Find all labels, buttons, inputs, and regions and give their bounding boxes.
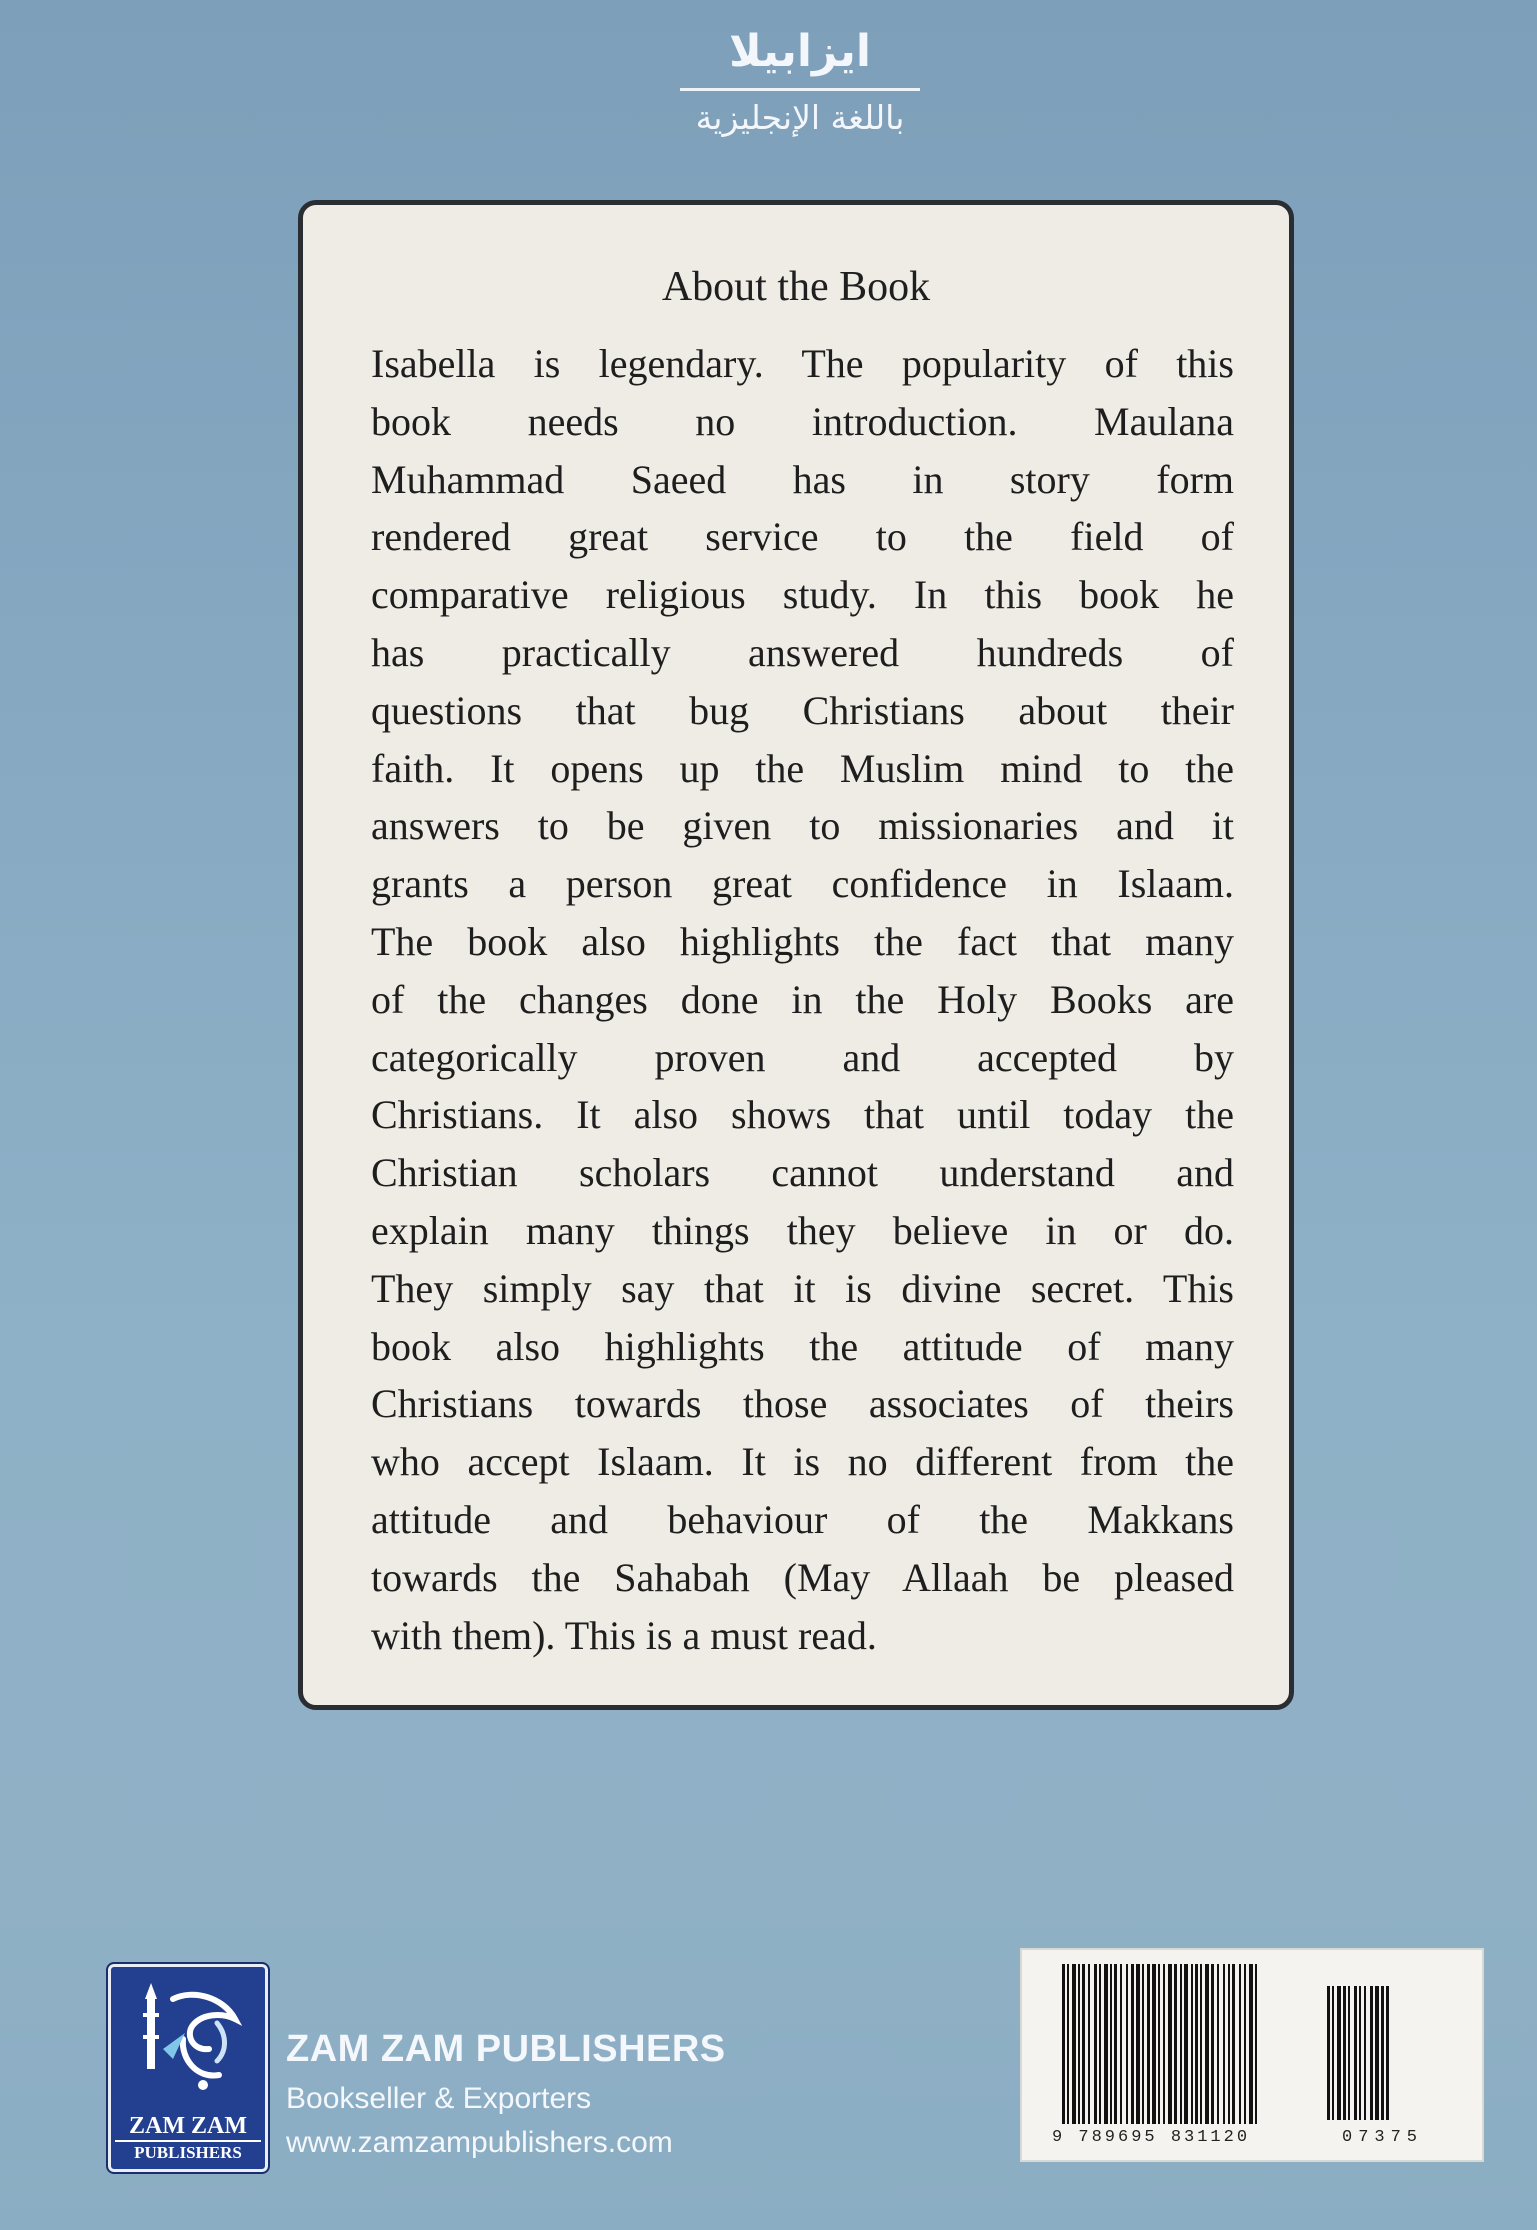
barcode-bar: [1255, 1964, 1257, 2124]
about-text-line: grants a person great confidence in Islaam.: [371, 861, 1234, 907]
barcode-bar: [1163, 1964, 1165, 2124]
about-text-line: rendered great service to the field of: [371, 514, 1234, 560]
barcode-bar: [1337, 1986, 1341, 2120]
barcode-bar: [1228, 1964, 1230, 2124]
barcode-bar: [1239, 1964, 1241, 2124]
about-text-line: They simply say that it is divine secret. This: [371, 1265, 1234, 1311]
barcode-bar: [1082, 1964, 1085, 2124]
barcode-bar: [1114, 1964, 1117, 2124]
barcode-bar: [1088, 1964, 1090, 2124]
barcode-addon-bars: [1327, 1986, 1447, 2126]
barcode-bar: [1386, 1986, 1389, 2120]
about-text-line: faith. It opens up the Muslim mind to the: [371, 745, 1234, 791]
barcode-bars: [1062, 1964, 1302, 2126]
about-text-line: questions that bug Christians about their: [371, 687, 1234, 733]
about-text-line: who accept Islaam. It is no different from the: [371, 1439, 1234, 1485]
barcode-bar: [1332, 1986, 1334, 2120]
barcode-bar: [1232, 1964, 1235, 2124]
about-text-line: Isabella is legendary. The popularity of this: [371, 341, 1234, 386]
publisher-logo: [108, 1964, 268, 2172]
barcode-bar: [1072, 1964, 1076, 2124]
publisher-name: ZAM ZAM PUBLISHERS: [286, 2028, 726, 2070]
barcode-digits: 9 789695 831120: [1052, 2128, 1251, 2147]
barcode-bar: [1136, 1964, 1140, 2124]
about-text-line: Christian scholars cannot understand and: [371, 1150, 1234, 1196]
about-text-line: categorically proven and accepted by: [371, 1034, 1234, 1080]
about-text-line: attitude and behaviour of the Makkans: [371, 1496, 1234, 1542]
barcode-bar: [1370, 1986, 1373, 2120]
barcode-bar: [1158, 1964, 1160, 2124]
barcode-addon-digits: 07375: [1342, 2128, 1424, 2147]
arabic-title: ايزابيلا: [729, 26, 871, 77]
barcode-bar: [1126, 1964, 1128, 2124]
barcode-bar: [1200, 1964, 1202, 2124]
barcode-bar: [1354, 1986, 1357, 2120]
about-text-line: book also highlights the attitude of many: [371, 1323, 1234, 1369]
barcode-bar: [1244, 1964, 1246, 2124]
about-text-line: of the changes done in the Holy Books are: [371, 976, 1234, 1022]
barcode-bar: [1327, 1986, 1330, 2120]
barcode-bar: [1110, 1964, 1112, 2124]
barcode-bar: [1191, 1964, 1193, 2124]
barcode-bar: [1205, 1964, 1209, 2124]
barcode-bar: [1147, 1964, 1150, 2124]
barcode-bar: [1211, 1964, 1214, 2124]
barcode-bar: [1223, 1964, 1225, 2124]
barcode-bar: [1375, 1986, 1379, 2120]
minaret-calligraphy-icon: [123, 1979, 253, 2099]
barcode-bar: [1142, 1964, 1144, 2124]
about-text-line: Muhammad Saeed has in story form: [371, 456, 1234, 502]
about-the-book-panel: [298, 200, 1294, 1710]
barcode-bar: [1343, 1986, 1346, 2120]
publisher-info: [286, 2030, 726, 2158]
barcode-bar: [1174, 1964, 1177, 2124]
about-text-line: Christians. It also shows that until today the: [371, 1092, 1234, 1138]
about-text-line: book needs no introduction. Maulana: [371, 398, 1234, 444]
logo-line2: PUBLISHERS: [115, 2140, 261, 2161]
barcode-bar: [1120, 1964, 1122, 2124]
about-text-line: explain many things they believe in or do.: [371, 1207, 1234, 1253]
arabic-header: [680, 26, 920, 137]
barcode-bar: [1062, 1964, 1065, 2124]
barcode-bar: [1078, 1964, 1080, 2124]
barcode-bar: [1364, 1986, 1366, 2120]
barcode-bar: [1195, 1964, 1198, 2124]
barcode-bar: [1152, 1964, 1156, 2124]
barcode-bar: [1131, 1964, 1134, 2124]
about-text-line: Christians towards those associates of theirs: [371, 1381, 1234, 1427]
about-text-line: towards the Sahabah (May Allaah be pleased: [371, 1554, 1234, 1600]
about-text: [371, 335, 1234, 1664]
publisher-url: www.zamzampublishers.com: [286, 2126, 673, 2159]
isbn-barcode: [1020, 1948, 1484, 2162]
barcode-bar: [1184, 1964, 1188, 2124]
publisher-tagline: Bookseller & Exporters: [286, 2082, 592, 2115]
about-text-line: comparative religious study. In this book he: [371, 572, 1234, 618]
barcode-bar: [1359, 1986, 1361, 2120]
about-text-line: answers to be given to missionaries and it: [371, 803, 1234, 849]
about-text-line: The book also highlights the fact that many: [371, 918, 1234, 964]
barcode-bar: [1094, 1964, 1097, 2124]
barcode-bar: [1381, 1986, 1384, 2120]
barcode-bar: [1217, 1964, 1219, 2124]
about-text-line: with them). This is a must read.: [371, 1612, 877, 1658]
barcode-bar: [1180, 1964, 1182, 2124]
arabic-divider: [680, 88, 920, 91]
barcode-bar: [1099, 1964, 1101, 2124]
barcode-bar: [1249, 1964, 1253, 2124]
arabic-subtitle: باللغة الإنجليزية: [695, 98, 905, 137]
barcode-bar: [1104, 1964, 1108, 2124]
about-heading: About the Book: [661, 264, 931, 310]
barcode-bar: [1067, 1964, 1069, 2124]
barcode-bar: [1168, 1964, 1172, 2124]
barcode-bar: [1348, 1986, 1350, 2120]
logo-line1: ZAM ZAM: [129, 2113, 247, 2139]
about-text-line: has practically answered hundreds of: [371, 629, 1234, 675]
